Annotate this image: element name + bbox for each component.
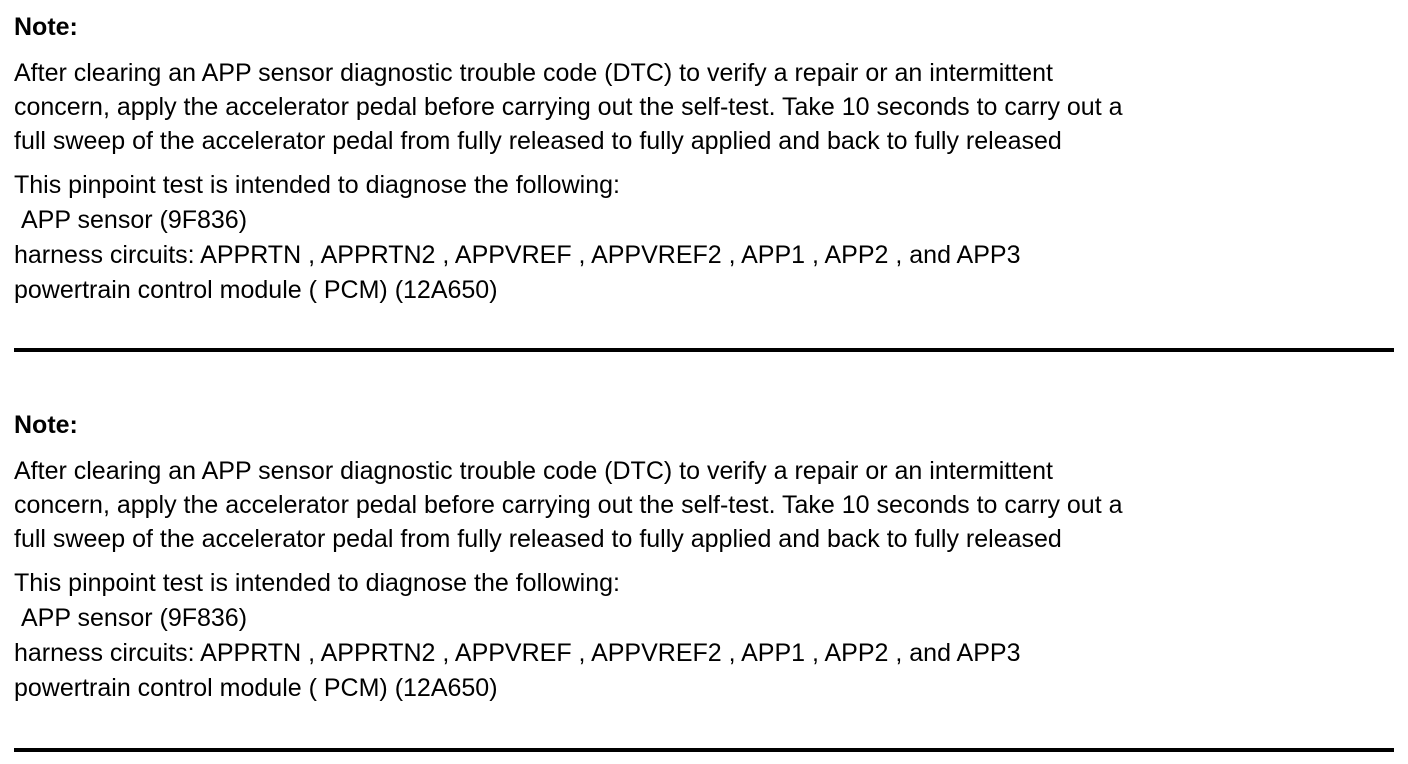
list-item: harness circuits: APPRTN , APPRTN2 , APPVREF , APPVREF2 , APP1 , APP2 , and APP3 <box>14 639 1021 667</box>
note-line-2: concern, apply the accelerator pedal before carrying out the self-test. Take 10 seconds to carry out a <box>14 491 1123 519</box>
list-item: powertrain control module ( PCM) (12A650) <box>14 674 498 702</box>
note-line-1: After clearing an APP sensor diagnostic trouble code (DTC) to verify a repair or an intermittent <box>14 59 1053 87</box>
note-label: Note: <box>14 411 78 439</box>
list-item: APP sensor (9F836) <box>21 604 248 632</box>
list-item: harness circuits: APPRTN , APPRTN2 , APPVREF , APPVREF2 , APP1 , APP2 , and APP3 <box>14 241 1021 269</box>
section-divider-1 <box>14 348 1394 352</box>
note-line-1: After clearing an APP sensor diagnostic trouble code (DTC) to verify a repair or an intermittent <box>14 457 1053 485</box>
note-line-3: full sweep of the accelerator pedal from fully released to fully applied and back to fully released <box>14 525 1062 553</box>
diagnose-list <box>14 168 1020 308</box>
diagnose-intro: This pinpoint test is intended to diagnose the following: <box>14 171 620 199</box>
list-item: powertrain control module ( PCM) (12A650) <box>14 276 498 304</box>
section-divider-2 <box>14 748 1394 752</box>
note-line-2: concern, apply the accelerator pedal before carrying out the self-test. Take 10 seconds to carry out a <box>14 93 1123 121</box>
diagnose-list <box>14 566 1020 706</box>
note-label: Note: <box>14 13 78 41</box>
note-line-3: full sweep of the accelerator pedal from fully released to fully applied and back to fully released <box>14 127 1062 155</box>
note-body <box>14 56 1123 158</box>
diagnose-intro: This pinpoint test is intended to diagnose the following: <box>14 569 620 597</box>
note-body <box>14 454 1123 556</box>
list-item: APP sensor (9F836) <box>21 206 248 234</box>
